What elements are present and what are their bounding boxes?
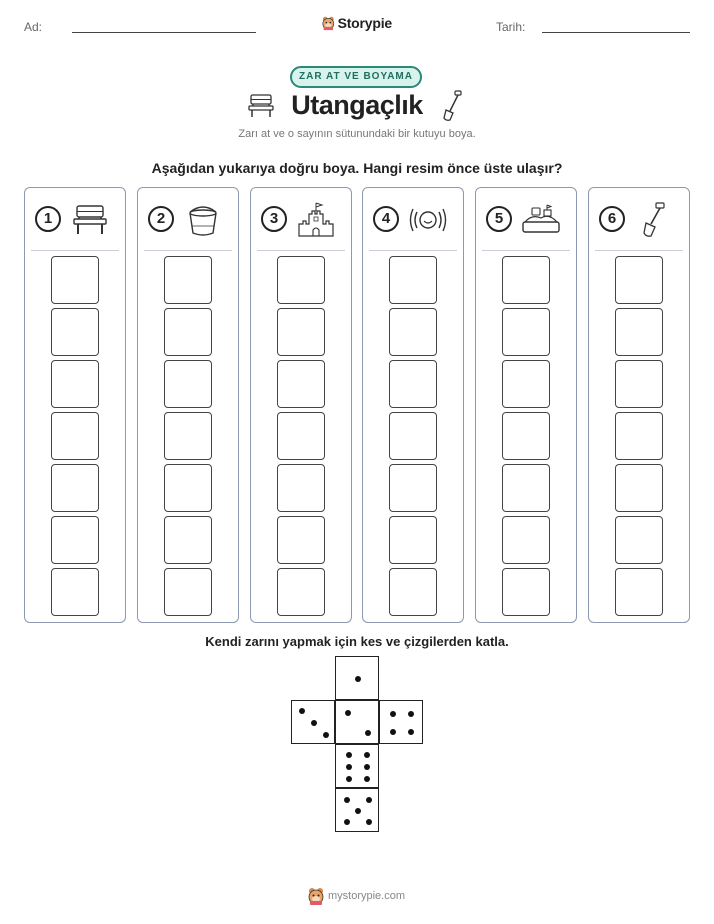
shovel-icon — [633, 200, 675, 240]
color-box[interactable] — [615, 568, 663, 616]
dice-pip — [346, 776, 352, 782]
date-label: Tarih: — [496, 20, 526, 34]
dice-pip — [355, 808, 361, 814]
color-box[interactable] — [502, 412, 550, 460]
color-box[interactable] — [502, 308, 550, 356]
bucket-icon — [182, 200, 224, 240]
name-write-line — [72, 32, 256, 33]
coloring-instruction: Aşağıdan yukarıya doğru boya. Hangi resim önce üste ulaşır? — [151, 160, 563, 176]
dice-column-3 — [250, 187, 352, 623]
dice-pip — [364, 764, 370, 770]
dice-column-4 — [362, 187, 464, 623]
column-divider — [31, 250, 119, 251]
color-box[interactable] — [51, 308, 99, 356]
dice-pip — [390, 711, 396, 717]
column-divider — [257, 250, 345, 251]
bench-icon — [246, 92, 276, 120]
sandbox-icon — [520, 200, 562, 240]
dice-face-3 — [291, 700, 335, 744]
color-box[interactable] — [51, 568, 99, 616]
color-box[interactable] — [615, 360, 663, 408]
color-box[interactable] — [389, 412, 437, 460]
color-box[interactable] — [51, 360, 99, 408]
color-box[interactable] — [164, 568, 212, 616]
dice-instruction: Kendi zarını yapmak için kes ve çizgilerden katla. — [205, 634, 509, 649]
color-box[interactable] — [502, 256, 550, 304]
dice-column-1 — [24, 187, 126, 623]
color-box[interactable] — [502, 568, 550, 616]
activity-badge: ZAR AT VE BOYAMA — [290, 66, 422, 88]
color-box[interactable] — [164, 256, 212, 304]
column-number: 6 — [599, 206, 625, 232]
subtitle: Zarı at ve o sayının sütunundaki bir kutuyu boya. — [238, 128, 476, 140]
dice-pip — [346, 764, 352, 770]
color-box[interactable] — [277, 360, 325, 408]
color-box[interactable] — [51, 256, 99, 304]
storypie-mascot-icon — [308, 887, 324, 905]
dice-column-6 — [588, 187, 690, 623]
color-box[interactable] — [51, 516, 99, 564]
color-box[interactable] — [389, 256, 437, 304]
bench-icon — [69, 200, 111, 240]
color-box[interactable] — [164, 412, 212, 460]
column-divider — [369, 250, 457, 251]
color-box[interactable] — [277, 516, 325, 564]
name-label: Ad: — [24, 20, 43, 34]
dice-face-1 — [335, 656, 379, 700]
storypie-mascot-icon — [322, 14, 335, 32]
dice-column-5 — [475, 187, 577, 623]
dice-pip — [364, 752, 370, 758]
brand-name: Storypie — [337, 15, 392, 31]
color-box[interactable] — [389, 516, 437, 564]
column-number: 5 — [486, 206, 512, 232]
dice-pip — [408, 711, 414, 717]
color-box[interactable] — [502, 360, 550, 408]
color-box[interactable] — [51, 412, 99, 460]
dice-pip — [355, 676, 361, 682]
dice-face-6 — [335, 744, 379, 788]
column-number: 3 — [261, 206, 287, 232]
dice-pip — [299, 708, 305, 714]
dice-pip — [365, 730, 371, 736]
color-box[interactable] — [615, 516, 663, 564]
color-box[interactable] — [502, 464, 550, 512]
dice-pip — [323, 732, 329, 738]
column-divider — [482, 250, 570, 251]
column-number: 4 — [373, 206, 399, 232]
column-divider — [595, 250, 683, 251]
dice-face-4 — [379, 700, 423, 744]
dice-pip — [364, 776, 370, 782]
color-box[interactable] — [277, 256, 325, 304]
column-number: 2 — [148, 206, 174, 232]
color-box[interactable] — [164, 464, 212, 512]
dice-pip — [366, 819, 372, 825]
dice-column-2 — [137, 187, 239, 623]
dice-pip — [344, 797, 350, 803]
shovel-icon — [442, 90, 464, 122]
color-box[interactable] — [502, 516, 550, 564]
color-box[interactable] — [277, 464, 325, 512]
dice-pip — [346, 752, 352, 758]
waves-sound-icon — [407, 200, 449, 240]
color-box[interactable] — [615, 464, 663, 512]
color-box[interactable] — [164, 516, 212, 564]
color-box[interactable] — [615, 412, 663, 460]
footer — [308, 887, 408, 905]
color-box[interactable] — [164, 360, 212, 408]
dice-pip — [311, 720, 317, 726]
date-write-line — [542, 32, 690, 33]
page-title: Utangaçlık — [291, 90, 423, 120]
sandcastle-icon — [295, 200, 337, 240]
dice-pip — [408, 729, 414, 735]
color-box[interactable] — [164, 308, 212, 356]
color-box[interactable] — [277, 308, 325, 356]
brand-logo — [322, 12, 392, 34]
color-box[interactable] — [51, 464, 99, 512]
dice-face-5 — [335, 788, 379, 832]
color-box[interactable] — [277, 568, 325, 616]
dice-pip — [345, 710, 351, 716]
column-divider — [144, 250, 232, 251]
color-box[interactable] — [615, 256, 663, 304]
dice-pip — [390, 729, 396, 735]
column-number: 1 — [35, 206, 61, 232]
color-box[interactable] — [389, 464, 437, 512]
footer-site: mystorypie.com — [328, 890, 406, 902]
dice-pip — [366, 797, 372, 803]
color-box[interactable] — [389, 308, 437, 356]
color-box[interactable] — [615, 308, 663, 356]
color-box[interactable] — [389, 568, 437, 616]
color-box[interactable] — [277, 412, 325, 460]
color-box[interactable] — [389, 360, 437, 408]
dice-face-2 — [335, 700, 379, 744]
dice-pip — [344, 819, 350, 825]
